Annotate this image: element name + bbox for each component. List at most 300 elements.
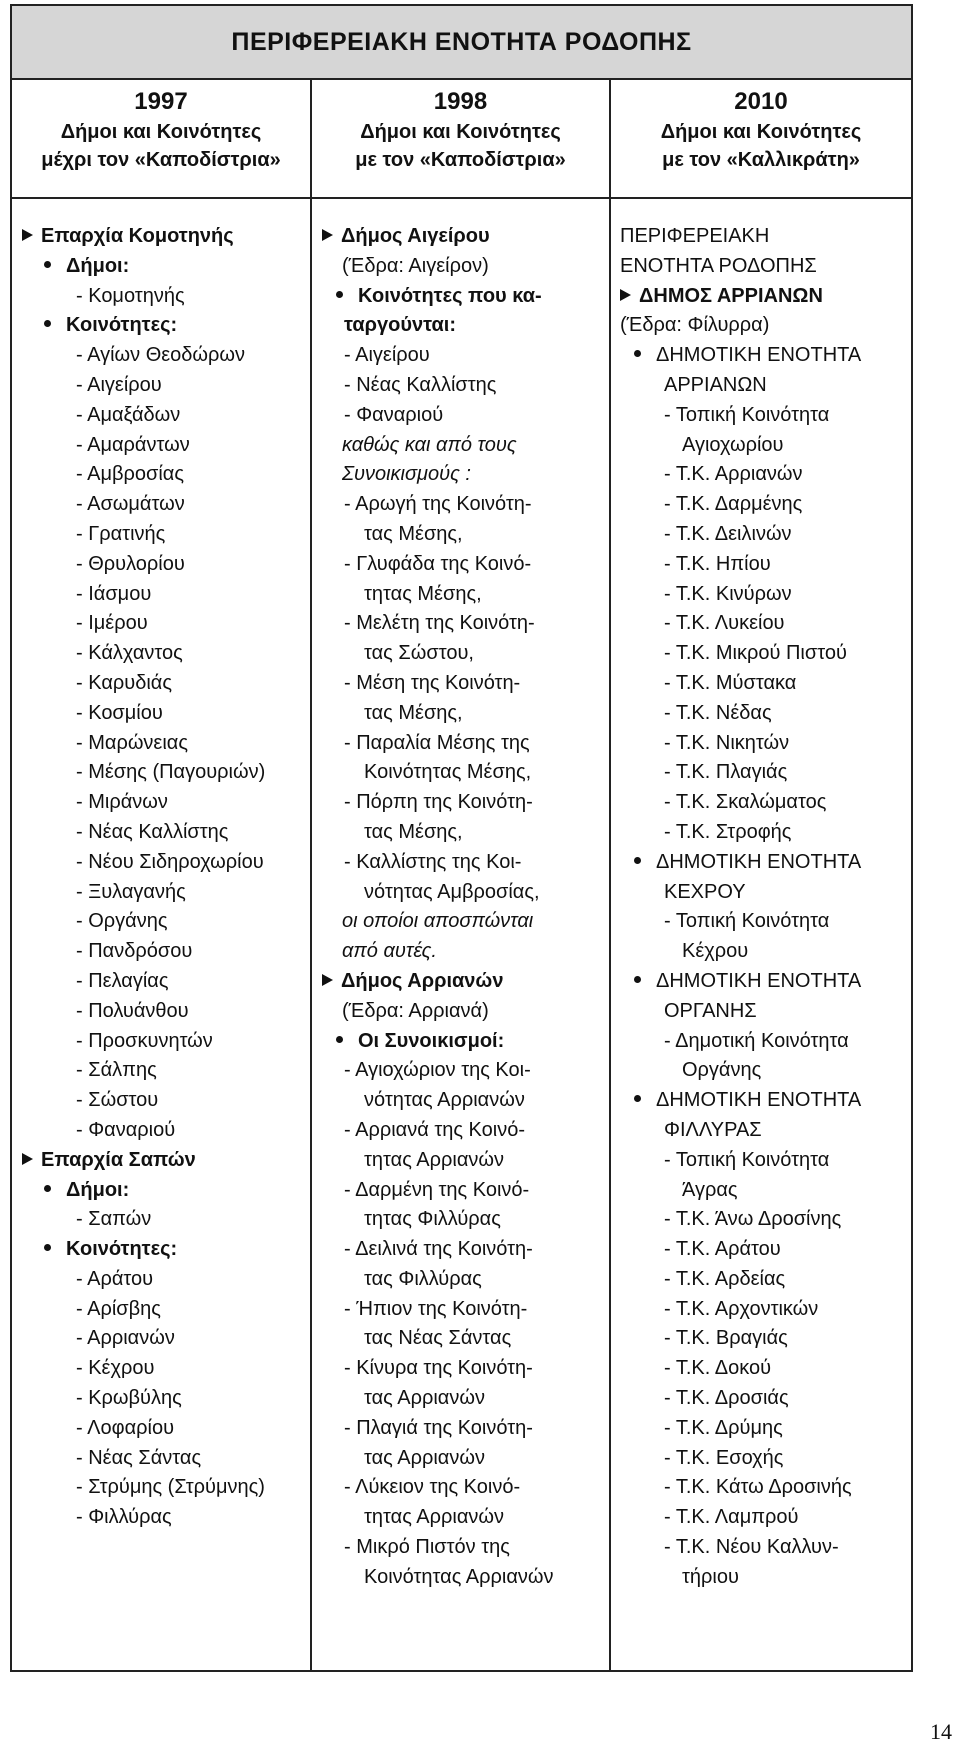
list-item <box>22 222 306 252</box>
list-item <box>22 1324 306 1354</box>
list-item <box>620 1116 910 1146</box>
list-item-text: ΦΙΛΛΥΡΑΣ <box>664 1118 762 1141</box>
triangle-bullet-icon <box>22 229 33 241</box>
list-item <box>620 997 910 1027</box>
list-item <box>22 997 306 1027</box>
list-item-text: - Παραλία Μέσης της <box>344 731 530 754</box>
list-item <box>620 937 910 967</box>
list-item-text: - Φαναριού <box>76 1118 176 1141</box>
list-item <box>620 1473 910 1503</box>
list-item-text: - Κοσμίου <box>76 701 163 724</box>
list-item <box>22 520 306 550</box>
list-item <box>620 490 910 520</box>
list-item-text: - Ασωμάτων <box>76 493 185 516</box>
list-item <box>22 788 306 818</box>
list-item-text: - Σαπών <box>76 1208 152 1231</box>
list-item <box>322 997 605 1027</box>
list-item-text: τας Αρριανών <box>364 1446 485 1469</box>
list-item-text: - Ιάσμου <box>76 582 152 605</box>
list-item <box>322 222 605 252</box>
list-item <box>322 937 605 967</box>
list-item-text: Κέχρου <box>682 940 749 963</box>
bullet-icon <box>634 857 641 864</box>
table-title: ΠΕΡΙΦΕΡΕΙΑΚΗ ΕΝΟΤΗΤΑ ΡΟΔΟΠΗΣ <box>12 6 911 80</box>
bullet-icon <box>336 1036 343 1043</box>
list-item-text: τας Σώστου, <box>364 642 474 665</box>
list-item <box>322 609 605 639</box>
list-item <box>22 1116 306 1146</box>
list-item-text: - Οργάνης <box>76 910 168 933</box>
list-item-text: τας Φιλλύρας <box>364 1267 482 1290</box>
list-item-text: ΔΗΜΟΤΙΚΗ ΕΝΟΤΗΤΑ <box>656 850 862 873</box>
list-item-text: ΕΝΟΤΗΤΑ ΡΟΔΟΠΗΣ <box>620 254 817 277</box>
list-item-text: Συνοικισμούς : <box>342 463 471 486</box>
list-item <box>620 520 910 550</box>
list-item-text: - Αράτου <box>76 1267 154 1290</box>
column-1997 <box>22 222 306 1533</box>
list-item-text: - Τοπική Κοινότητα <box>664 1148 830 1171</box>
list-item <box>620 818 910 848</box>
header-line: Δήμοι και Κοινότητες <box>60 121 262 143</box>
list-item-text: - Μελέτη της Κοινότη- <box>344 612 535 635</box>
list-item-text: - Μικρό Πιστόν της <box>344 1536 510 1559</box>
list-item-text: - Καρυδιάς <box>76 671 172 694</box>
list-item-text: - Αιγείρου <box>344 344 430 367</box>
list-item <box>22 729 306 759</box>
triangle-bullet-icon <box>22 1153 33 1165</box>
list-item <box>322 1324 605 1354</box>
list-item-text: - Αμαξάδων <box>76 403 181 426</box>
list-item-text: - Φιλλύρας <box>76 1506 172 1529</box>
list-item <box>620 550 910 580</box>
list-item <box>620 758 910 788</box>
list-item <box>620 1384 910 1414</box>
list-item <box>322 729 605 759</box>
list-item <box>620 311 910 341</box>
list-item <box>322 967 605 997</box>
column-divider <box>609 80 611 1670</box>
list-item-text: - Τ.Κ. Κάτω Δροσινής <box>664 1476 852 1499</box>
list-item-text: νότητας Αρριανών <box>364 1089 525 1112</box>
list-item-text: Οργάνης <box>682 1059 762 1082</box>
list-item-text: - Τ.Κ. Λαμπρού <box>664 1506 799 1529</box>
list-item <box>22 1146 306 1176</box>
list-item <box>620 1354 910 1384</box>
list-item <box>322 1414 605 1444</box>
list-item <box>22 1176 306 1206</box>
list-item <box>322 848 605 878</box>
list-item <box>322 1384 605 1414</box>
list-item-text: - Αρριανών <box>76 1327 175 1350</box>
list-item-text: - Δημοτική Κοινότητα <box>664 1029 849 1052</box>
list-item <box>322 1295 605 1325</box>
list-item-text: - Τ.Κ. Κινύρων <box>664 582 792 605</box>
list-item-text: Δήμος Αρριανών <box>341 969 504 992</box>
list-item <box>22 1473 306 1503</box>
list-item-text: - Τ.Κ. Άνω Δροσίνης <box>664 1208 842 1231</box>
bullet-icon <box>44 320 51 327</box>
list-item <box>620 848 910 878</box>
list-item-text: ΔΗΜΟΤΙΚΗ ΕΝΟΤΗΤΑ <box>656 969 862 992</box>
list-item <box>620 967 910 997</box>
list-item <box>322 341 605 371</box>
header-1997 <box>12 86 310 194</box>
list-item <box>22 371 306 401</box>
list-item <box>22 580 306 610</box>
list-item <box>620 222 910 252</box>
list-item-text: τητας Αρριανών <box>364 1506 505 1529</box>
list-item-text: - Γλυφάδα της Κοινό- <box>344 552 532 575</box>
list-item <box>22 1414 306 1444</box>
list-item-text: - Αρίσβης <box>76 1297 161 1320</box>
list-item <box>322 1473 605 1503</box>
list-item <box>322 639 605 669</box>
list-item <box>620 1176 910 1206</box>
header-line: με τον «Καλλικράτη» <box>662 149 860 171</box>
list-item-text: - Δαρμένη της Κοινό- <box>344 1178 530 1201</box>
list-item-text: - Στρύμης (Στρύμνης) <box>76 1476 265 1499</box>
list-item-text: - Κίνυρα της Κοινότη- <box>344 1357 533 1380</box>
list-item-text: νότητας Αμβροσίας, <box>364 880 540 903</box>
list-item-text: - Τ.Κ. Δρύμης <box>664 1416 783 1439</box>
list-item-text: ΚΕΧΡΟΥ <box>664 880 746 903</box>
list-item <box>620 460 910 490</box>
list-item <box>322 1176 605 1206</box>
list-item-text: Κοινότητας Αρριανών <box>364 1565 554 1588</box>
list-item <box>322 580 605 610</box>
list-item-text: Κοινότητες: <box>66 1238 178 1261</box>
list-item-text: τας Αρριανών <box>364 1387 485 1410</box>
list-item <box>620 1235 910 1265</box>
header-line: Δήμοι και Κοινότητες <box>360 121 561 143</box>
list-item-text: - Πόρπη της Κοινότη- <box>344 791 533 814</box>
list-item <box>322 520 605 550</box>
list-item <box>620 1444 910 1474</box>
list-item-text: - Τ.Κ. Δοκού <box>664 1357 772 1380</box>
list-item <box>322 252 605 282</box>
list-item <box>22 311 306 341</box>
list-item <box>22 1503 306 1533</box>
list-item-text: - Σάλπης <box>76 1059 157 1082</box>
list-item <box>620 1027 910 1057</box>
list-item <box>22 967 306 997</box>
list-item <box>322 1563 605 1593</box>
header-1998 <box>312 86 609 194</box>
list-item <box>620 580 910 610</box>
list-item <box>22 609 306 639</box>
column-2010 <box>620 222 910 1593</box>
list-item <box>22 282 306 312</box>
list-item <box>620 1056 910 1086</box>
list-item-text: - Πελαγίας <box>76 969 169 992</box>
list-item-text: καθώς και από τους <box>342 433 517 456</box>
list-item <box>322 1027 605 1057</box>
list-item-text: τήριου <box>682 1565 739 1588</box>
list-item <box>22 848 306 878</box>
list-item <box>322 490 605 520</box>
list-item <box>22 401 306 431</box>
list-item <box>620 1414 910 1444</box>
list-item-text: - Σώστου <box>76 1089 159 1112</box>
list-item <box>22 758 306 788</box>
list-item-text: Επαρχία Σαπών <box>41 1148 196 1171</box>
list-item <box>620 1563 910 1593</box>
list-item <box>620 1533 910 1563</box>
list-item <box>22 1265 306 1295</box>
list-item <box>322 282 605 312</box>
list-item-text: ΔΗΜΟΤΙΚΗ ΕΝΟΤΗΤΑ <box>656 344 862 367</box>
list-item-text: ΟΡΓΑΝΗΣ <box>664 999 757 1022</box>
list-item <box>620 431 910 461</box>
list-item-text: - Αγίων Θεοδώρων <box>76 344 246 367</box>
list-item <box>322 699 605 729</box>
list-item <box>22 699 306 729</box>
list-item <box>22 1384 306 1414</box>
list-item-text: - Τοπική Κοινότητα <box>664 910 830 933</box>
list-item <box>620 609 910 639</box>
list-item-text: - Τ.Κ. Δροσιάς <box>664 1387 789 1410</box>
list-item-text: - Κάλχαντος <box>76 642 183 665</box>
list-item <box>322 788 605 818</box>
list-item <box>22 1205 306 1235</box>
list-item <box>620 1086 910 1116</box>
bullet-icon <box>44 1185 51 1192</box>
list-item-text: - Αμαράντων <box>76 433 190 456</box>
list-item-text: Άγρας <box>682 1178 738 1201</box>
list-item-text: Κοινότητες που κα- <box>358 284 542 307</box>
list-item-text: - Αρωγή της Κοινότη- <box>344 493 532 516</box>
list-item-text: ΑΡΡΙΑΝΩΝ <box>664 373 767 396</box>
list-item <box>22 907 306 937</box>
list-item-text: - Θρυλορίου <box>76 552 185 575</box>
list-item <box>322 550 605 580</box>
list-item <box>620 341 910 371</box>
header-year: 1997 <box>134 88 188 115</box>
bullet-icon <box>634 350 641 357</box>
list-item <box>22 490 306 520</box>
list-item <box>620 1503 910 1533</box>
list-item-text: - Νέας Καλλίστης <box>344 373 497 396</box>
list-item-text: - Μαρώνειας <box>76 731 188 754</box>
list-item <box>322 1503 605 1533</box>
list-item-text: τας Μέσης, <box>364 820 463 843</box>
list-item-text: Δήμοι: <box>66 254 130 277</box>
list-item-text: ΠΕΡΙΦΕΡΕΙΑΚΗ <box>620 225 770 247</box>
list-item <box>322 1205 605 1235</box>
header-line: με τον «Καποδίστρια» <box>355 149 566 171</box>
list-item <box>620 788 910 818</box>
list-item-text: (Έδρα: Αιγείρον) <box>342 254 489 277</box>
list-item <box>322 1533 605 1563</box>
triangle-bullet-icon <box>322 974 333 986</box>
list-item <box>22 1027 306 1057</box>
list-item-text: - Τ.Κ. Αρριανών <box>664 463 803 486</box>
list-item <box>322 758 605 788</box>
list-item-text: - Προσκυνητών <box>76 1029 213 1052</box>
list-item <box>322 311 605 341</box>
list-item-text: (Έδρα: Αρριανά) <box>342 999 489 1022</box>
list-item <box>620 401 910 431</box>
list-item <box>322 1265 605 1295</box>
list-item-text: Αγιοχωρίου <box>682 433 784 456</box>
list-item-text: - Τ.Κ. Νέου Καλλυν- <box>664 1536 839 1559</box>
list-item <box>22 818 306 848</box>
list-item-text: - Τ.Κ. Αρδείας <box>664 1267 786 1290</box>
list-item-text: - Αρριανά της Κοινό- <box>344 1118 525 1141</box>
list-item-text: - Τ.Κ. Αράτου <box>664 1238 781 1261</box>
list-item-text: Κοινότητες: <box>66 314 178 337</box>
list-item <box>322 878 605 908</box>
page-number: 14 <box>930 1719 952 1744</box>
list-item <box>620 371 910 401</box>
list-item-text: - Ξυλαγανής <box>76 880 186 903</box>
list-item-text: τητας Φιλλύρας <box>364 1208 501 1231</box>
header-year: 1998 <box>433 88 488 115</box>
header-year: 2010 <box>734 88 788 115</box>
list-item-text: - Τ.Κ. Ηπίου <box>664 552 771 575</box>
list-item-text: - Τ.Κ. Πλαγιάς <box>664 761 788 784</box>
list-item <box>322 1444 605 1474</box>
header-line: Δήμοι και Κοινότητες <box>660 121 862 143</box>
list-item-text: - Τ.Κ. Νέδας <box>664 701 772 724</box>
list-item-text: τας Νέας Σάντας <box>364 1327 512 1350</box>
list-item-text: - Τ.Κ. Αρχοντικών <box>664 1297 819 1320</box>
list-item-text: Δήμος Αιγείρου <box>341 225 490 247</box>
list-item <box>322 401 605 431</box>
list-item-text: - Τοπική Κοινότητα <box>664 403 830 426</box>
header-2010 <box>611 86 911 194</box>
list-item-text: - Ήπιον της Κοινότη- <box>344 1297 528 1320</box>
list-item-text: - Δειλινά της Κοινότη- <box>344 1238 533 1261</box>
bullet-icon <box>634 1095 641 1102</box>
list-item-text: - Τ.Κ. Μικρού Πιστού <box>664 642 847 665</box>
list-item <box>620 907 910 937</box>
list-item-text: Οι Συνοικισμοί: <box>358 1029 505 1052</box>
column-divider <box>310 80 312 1670</box>
list-item-text: - Πλαγιά της Κοινότη- <box>344 1416 533 1439</box>
list-item <box>322 907 605 937</box>
list-item <box>322 1086 605 1116</box>
list-item <box>620 1265 910 1295</box>
list-item <box>22 937 306 967</box>
list-item-text: - Τ.Κ. Σκαλώματος <box>664 791 827 814</box>
list-item <box>620 252 910 282</box>
list-item-text: - Κρωβύλης <box>76 1387 182 1410</box>
list-item-text: - Τ.Κ. Δειλινών <box>664 522 792 545</box>
triangle-bullet-icon <box>322 229 333 241</box>
bullet-icon <box>634 976 641 983</box>
list-item <box>22 1086 306 1116</box>
column-1998 <box>322 222 605 1593</box>
municipalities-table <box>10 4 913 1672</box>
list-item <box>620 1295 910 1325</box>
list-item-text: - Αιγείρου <box>76 373 162 396</box>
list-item <box>322 1116 605 1146</box>
list-item-text: - Μέσης (Παγουριών) <box>76 761 266 784</box>
list-item <box>22 1235 306 1265</box>
list-item-text: ΔΗΜΟΤΙΚΗ ΕΝΟΤΗΤΑ <box>656 1089 862 1112</box>
list-item-text: - Λύκειον της Κοινό- <box>344 1476 521 1499</box>
list-item-text: - Νέου Σιδηροχωρίου <box>76 850 264 873</box>
list-item <box>322 1235 605 1265</box>
list-item-text: - Αγιοχώριον της Κοι- <box>344 1059 531 1082</box>
list-item <box>22 1056 306 1086</box>
list-item-text: - Μέση της Κοινότη- <box>344 671 521 694</box>
list-item <box>620 282 910 312</box>
list-item <box>620 1146 910 1176</box>
list-item-text: - Λοφαρίου <box>76 1416 175 1439</box>
list-item-text: - Τ.Κ. Στροφής <box>664 820 792 843</box>
list-item-text: τας Μέσης, <box>364 701 463 724</box>
list-item <box>620 699 910 729</box>
list-item-text: Επαρχία Κομοτηνής <box>41 225 234 247</box>
list-item-text: από αυτές. <box>342 940 437 963</box>
list-item <box>22 460 306 490</box>
list-item-text: (Έδρα: Φίλυρρα) <box>620 314 770 337</box>
bullet-icon <box>44 1244 51 1251</box>
list-item <box>620 1205 910 1235</box>
list-item-text: - Τ.Κ. Βραγιάς <box>664 1327 788 1350</box>
list-item-text: ΔΗΜΟΣ ΑΡΡΙΑΝΩΝ <box>639 284 823 307</box>
list-item-text: - Τ.Κ. Δαρμένης <box>664 493 803 516</box>
list-item <box>22 431 306 461</box>
list-item <box>620 669 910 699</box>
list-item <box>322 1146 605 1176</box>
header-divider <box>12 197 911 199</box>
list-item-text: - Κομοτηνής <box>76 284 185 307</box>
list-item-text: - Τ.Κ. Εσοχής <box>664 1446 784 1469</box>
list-item <box>322 669 605 699</box>
bullet-icon <box>336 291 343 298</box>
list-item-text: - Τ.Κ. Νικητών <box>664 731 790 754</box>
list-item-text: - Αμβροσίας <box>76 463 184 486</box>
list-item-text: - Καλλίστης της Κοι- <box>344 850 522 873</box>
list-item-text: ταργούνται: <box>344 314 457 337</box>
list-item-text: - Τ.Κ. Μύστακα <box>664 671 797 694</box>
list-item-text: - Πανδρόσου <box>76 940 193 963</box>
list-item-text: Δήμοι: <box>66 1178 130 1201</box>
list-item-text: - Κέχρου <box>76 1357 155 1380</box>
list-item-text: - Τ.Κ. Λυκείου <box>664 612 785 635</box>
list-item-text: - Μιράνων <box>76 791 168 814</box>
list-item-text: - Γρατινής <box>76 522 166 545</box>
list-item <box>22 1444 306 1474</box>
list-item-text: τας Μέσης, <box>364 522 463 545</box>
list-item-text: τητας Μέσης, <box>364 582 482 605</box>
list-item <box>22 550 306 580</box>
header-line: μέχρι τον «Καποδίστρια» <box>41 149 281 171</box>
list-item <box>620 1324 910 1354</box>
list-item-text: Κοινότητας Μέσης, <box>364 761 532 784</box>
list-item <box>620 878 910 908</box>
list-item <box>22 878 306 908</box>
list-item <box>322 460 605 490</box>
list-item-text: - Νέας Καλλίστης <box>76 820 229 843</box>
list-item <box>22 669 306 699</box>
triangle-bullet-icon <box>620 289 631 301</box>
list-item <box>22 639 306 669</box>
list-item <box>22 1295 306 1325</box>
list-item <box>322 431 605 461</box>
bullet-icon <box>44 261 51 268</box>
list-item <box>22 252 306 282</box>
list-item <box>322 1354 605 1384</box>
list-item <box>22 1354 306 1384</box>
list-item <box>620 639 910 669</box>
list-item-text: οι οποίοι αποσπώνται <box>342 910 534 933</box>
list-item-text: - Ιμέρου <box>76 612 148 635</box>
list-item <box>322 371 605 401</box>
